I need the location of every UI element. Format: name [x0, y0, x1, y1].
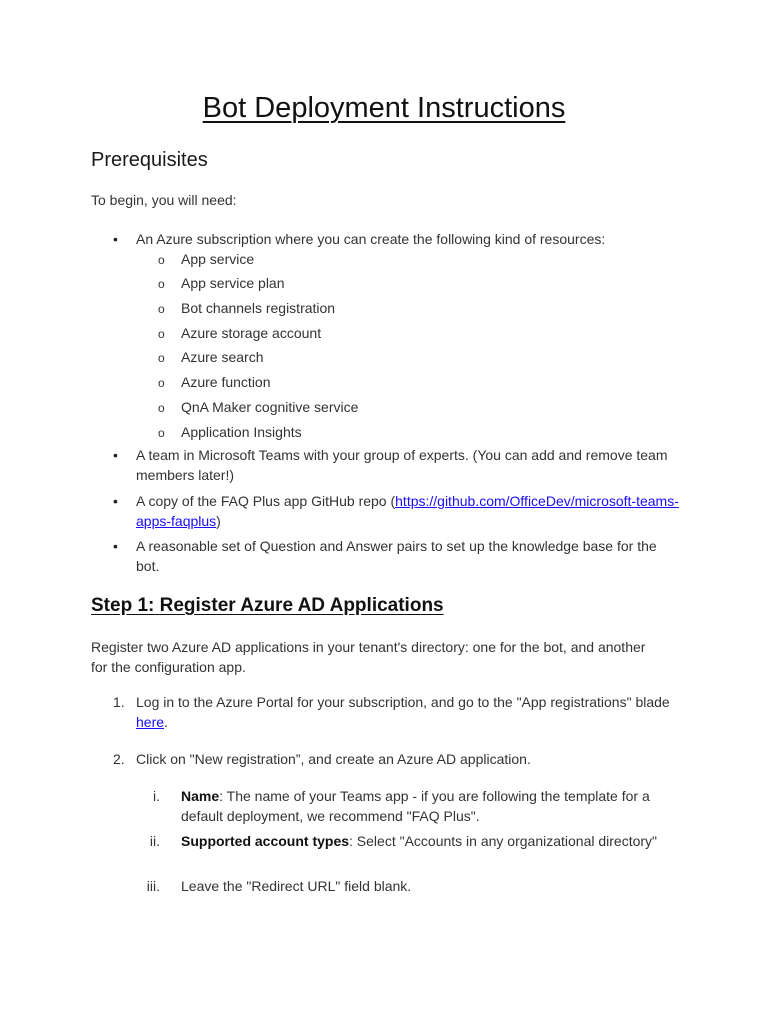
list-item: A team in Microsoft Teams with your group of experts. (You can add and remove team members later!)	[136, 447, 668, 483]
resource-item: App service	[181, 251, 255, 267]
bullet-icon: •	[113, 538, 118, 554]
resource-item: Bot channels registration	[181, 300, 336, 316]
list-item: An Azure subscription where you can create the following kind of resources:	[136, 231, 606, 247]
here-link[interactable]: here	[136, 714, 165, 730]
bullet-icon: •	[113, 231, 118, 247]
bullet-icon: •	[113, 493, 118, 509]
substep-item: Name: The name of your Teams app - if you are following the template for a default deployment, we recommend "FAQ Plus".	[181, 788, 650, 824]
substep-item: Supported account types: Select "Accounts in any organizational directory"	[181, 833, 658, 849]
roman-number: iii.	[146, 878, 160, 894]
substep-item: Leave the "Redirect URL" field blank.	[181, 878, 412, 894]
resource-item: Application Insights	[181, 424, 302, 440]
circle-bullet-icon: o	[158, 253, 165, 267]
step-number: 1.	[113, 694, 125, 710]
circle-bullet-icon: o	[158, 376, 165, 390]
step-number: 2.	[113, 751, 125, 767]
list-item: A reasonable set of Question and Answer pairs to set up the knowledge base for the bot.	[136, 538, 657, 574]
step1-intro: Register two Azure AD applications in your tenant's directory: one for the bot, and another for the configuration app.	[91, 639, 646, 675]
circle-bullet-icon: o	[158, 401, 165, 415]
step-item: Log in to the Azure Portal for your subscription, and go to the "App registrations" blade here.	[136, 694, 670, 730]
circle-bullet-icon: o	[158, 277, 165, 291]
resource-item: App service plan	[181, 275, 285, 291]
resource-item: Azure function	[181, 374, 271, 390]
page-title: Bot Deployment Instructions	[202, 92, 566, 124]
prerequisites-intro: To begin, you will need:	[91, 192, 237, 208]
step1-heading: Step 1: Register Azure AD Applications	[91, 595, 444, 616]
circle-bullet-icon: o	[158, 302, 165, 316]
circle-bullet-icon: o	[158, 351, 165, 365]
circle-bullet-icon: o	[158, 327, 165, 341]
roman-number: i.	[153, 788, 160, 804]
step-item: Click on "New registration”, and create an Azure AD application.	[136, 751, 531, 767]
resource-item: Azure search	[181, 349, 264, 365]
resource-item: Azure storage account	[181, 325, 322, 341]
list-item: A copy of the FAQ Plus app GitHub repo (https://github.com/OfficeDev/microsoft-teams-apps-faqplus)	[136, 493, 679, 529]
roman-number: ii.	[149, 833, 160, 849]
prerequisites-heading: Prerequisites	[91, 149, 208, 171]
bullet-icon: •	[113, 447, 118, 463]
github-repo-link[interactable]: https://github.com/OfficeDev/microsoft-teams-apps-faqplus	[136, 493, 679, 529]
resource-item: QnA Maker cognitive service	[181, 399, 359, 415]
circle-bullet-icon: o	[158, 426, 165, 440]
